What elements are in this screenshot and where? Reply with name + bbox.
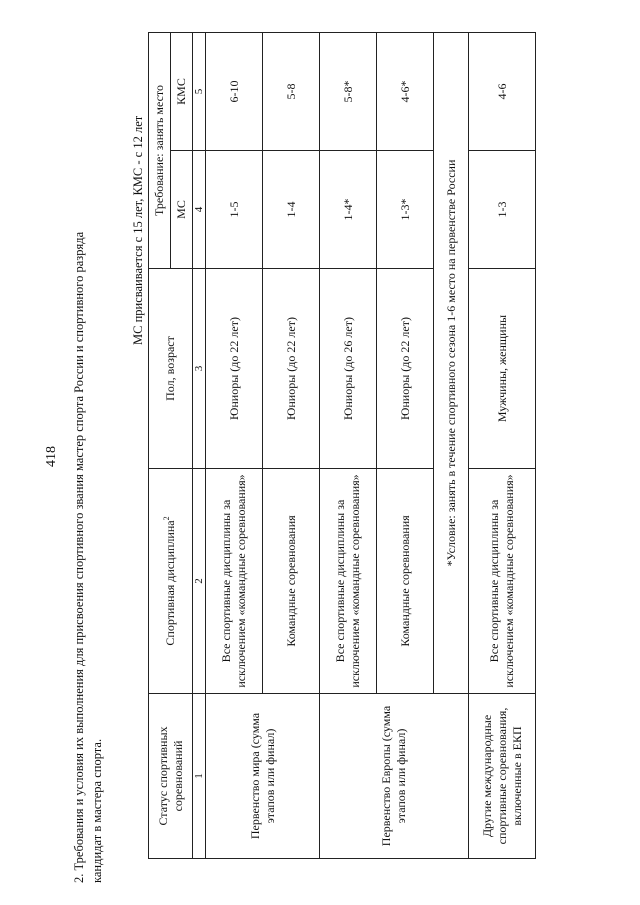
section-heading bbox=[70, 13, 106, 883]
ms-place-cell: 1-5 bbox=[206, 151, 263, 269]
kms-place-cell: 4-6* bbox=[377, 33, 434, 151]
kms-place-cell: 5-8* bbox=[320, 33, 377, 151]
kms-place-cell: 6-10 bbox=[206, 33, 263, 151]
gender-age-cell: Юниоры (до 22 лет) bbox=[377, 269, 434, 469]
column-index: 1 bbox=[193, 694, 206, 859]
heading-line-1: 2. Требования и условия их выполнения для присвоения спортивного звания мастер спорта России и спортивного разряда bbox=[72, 231, 86, 883]
column-index-row bbox=[193, 33, 206, 859]
kms-place-cell: 4-6 bbox=[469, 33, 536, 151]
discipline-cell: Командные соревнования bbox=[377, 469, 434, 694]
ms-place-cell: 1-3 bbox=[469, 151, 536, 269]
ms-place-cell: 1-4 bbox=[263, 151, 320, 269]
footnote-marker: 2 bbox=[162, 516, 171, 521]
header-requirement: Требование: занять место bbox=[149, 33, 171, 269]
column-index: 2 bbox=[193, 469, 206, 694]
gender-age-cell: Юниоры (до 22 лет) bbox=[206, 269, 263, 469]
discipline-cell: Командные соревнования bbox=[263, 469, 320, 694]
condition-note: *Условие: занять в течение спортивного сезона 1-6 место на первенстве России bbox=[434, 33, 469, 694]
column-index: 5 bbox=[193, 33, 206, 151]
requirements-table bbox=[148, 32, 536, 859]
age-subtitle: МС присваивается с 15 лет, КМС - с 12 лет bbox=[131, 115, 145, 345]
header-ms: МС bbox=[171, 151, 193, 269]
ms-place-cell: 1-4* bbox=[320, 151, 377, 269]
status-cell: Первенство мира (сумма этапов или финал) bbox=[206, 694, 320, 859]
table-row bbox=[320, 33, 377, 859]
table-row bbox=[469, 33, 536, 859]
heading-line-2: кандидат в мастера спорта. bbox=[90, 738, 104, 883]
discipline-cell: Все спортивные дисциплины за исключением «командные соревнования» bbox=[469, 469, 536, 694]
page-number: 418 bbox=[44, 446, 59, 467]
header-gender-age: Пол, возраст bbox=[149, 269, 193, 469]
header-discipline bbox=[149, 469, 193, 694]
status-cell: Другие международные спортивные соревнования, включенные в ЕКП bbox=[469, 694, 536, 859]
table-row bbox=[206, 33, 263, 859]
kms-place-cell: 5-8 bbox=[263, 33, 320, 151]
table-header-row bbox=[149, 33, 171, 859]
gender-age-cell: Юниоры (до 22 лет) bbox=[263, 269, 320, 469]
column-index: 4 bbox=[193, 151, 206, 269]
column-index: 3 bbox=[193, 269, 206, 469]
status-cell: Первенство Европы (сумма этапов или финал) bbox=[320, 694, 469, 859]
discipline-cell: Все спортивные дисциплины за исключением «командные соревнования» bbox=[320, 469, 377, 694]
header-discipline-text: Спортивная дисциплина bbox=[163, 520, 177, 646]
ms-place-cell: 1-3* bbox=[377, 151, 434, 269]
discipline-cell: Все спортивные дисциплины за исключением «командные соревнования» bbox=[206, 469, 263, 694]
gender-age-cell: Юниоры (до 26 лет) bbox=[320, 269, 377, 469]
header-status: Статус спортивных соревнований bbox=[149, 694, 193, 859]
gender-age-cell: Мужчины, женщины bbox=[469, 269, 536, 469]
header-kms: КМС bbox=[171, 33, 193, 151]
